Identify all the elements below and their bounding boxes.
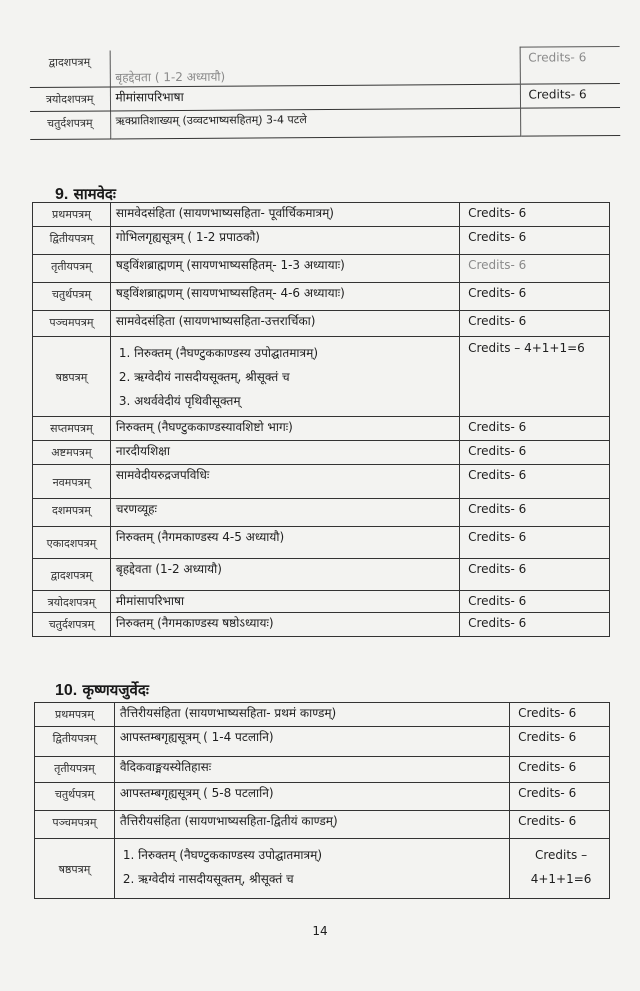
paper-cell: त्रयोदशपत्रम्: [30, 87, 110, 112]
paper-cell: एकादशपत्रम्: [33, 527, 111, 559]
table-row: [30, 46, 620, 87]
table-row: [33, 591, 610, 613]
credits-cell: Credits- 6: [510, 727, 610, 757]
top-table: [30, 46, 621, 140]
paper-cell: त्रयोदशपत्रम्: [33, 591, 111, 613]
paper-cell: तृतीयपत्रम्: [35, 757, 115, 783]
credits-cell: Credits- 6: [460, 255, 610, 283]
table-row: [33, 203, 610, 227]
credits-cell: Credits- 6: [510, 811, 610, 839]
subject-cell: आपस्तम्बगृह्यसूत्रम् ( 5-8 पटलानि): [114, 783, 509, 811]
section-heading-samaveda: [55, 184, 116, 204]
subject-cell: सामवेदीयरुद्रजपविधिः: [110, 465, 459, 499]
paper-cell: चतुर्दशपत्रम्: [30, 111, 110, 140]
table-row: [30, 107, 620, 139]
credits-cell: Credits- 6: [510, 703, 610, 727]
table-row: [35, 839, 610, 899]
list-item: 2. ऋग्वेदीयं नासदीयसूक्तम्, श्रीसूक्तं च: [118, 370, 290, 384]
paper-cell: प्रथमपत्रम्: [33, 203, 111, 227]
table-row: [35, 783, 610, 811]
credits-cell: Credits- 6: [510, 783, 610, 811]
top-table-wrapper: [30, 46, 621, 158]
table-row: [33, 311, 610, 337]
paper-cell: द्वितीयपत्रम्: [33, 227, 111, 255]
table-row: [35, 727, 610, 757]
paper-cell: अष्टमपत्रम्: [33, 441, 111, 465]
subject-cell: षड्विंशब्राह्मणम् (सायणभाष्यसहितम्- 1-3 अध्यायाः): [110, 255, 459, 283]
page-number: 14: [312, 924, 328, 938]
paper-cell: पञ्चमपत्रम्: [35, 811, 115, 839]
paper-cell: दशमपत्रम्: [33, 499, 111, 527]
subject-cell: आपस्तम्बगृह्यसूत्रम् ( 1-4 पटलानि): [114, 727, 509, 757]
subject-cell: निरुक्तम् (नैगमकाण्डस्य 4-5 अध्यायौ): [110, 527, 459, 559]
credits-cell: Credits- 6: [460, 441, 610, 465]
subject-cell: तैत्तिरीयसंहिता (सायणभाष्यसहिता- प्रथमं काण्डम्): [114, 703, 509, 727]
subject-cell: षड्विंशब्राह्मणम् (सायणभाष्यसहितम्- 4-6 अध्यायाः): [110, 283, 459, 311]
table-row: [35, 757, 610, 783]
credits-cell: Credits- 6: [520, 83, 620, 108]
section-number: 9.: [55, 186, 69, 203]
credits-cell: Credits- 6: [460, 613, 610, 637]
table-row: [33, 283, 610, 311]
credits-cell: Credits- 6: [460, 465, 610, 499]
subject-cell: नारदीयशिक्षा: [110, 441, 459, 465]
paper-cell: प्रथमपत्रम्: [35, 703, 115, 727]
paper-cell: द्वितीयपत्रम्: [35, 727, 115, 757]
list-item: 2. ऋग्वेदीयं नासदीयसूक्तम्, श्रीसूक्तं च: [122, 872, 294, 886]
paper-cell: चतुर्थपत्रम्: [35, 783, 115, 811]
table-row: [35, 811, 610, 839]
paper-cell: सप्तमपत्रम्: [33, 417, 111, 441]
paper-cell: द्वादशपत्रम्: [33, 559, 111, 591]
credits-cell: [520, 107, 620, 136]
subject-cell: गोभिलगृह्यसूत्रम् ( 1-2 प्रपाठकौ): [110, 227, 459, 255]
paper-cell: द्वादशपत्रम्: [30, 50, 110, 87]
subject-cell: बृहद्देवता (1-2 अध्यायौ): [110, 559, 459, 591]
subject-cell: वैदिकवाङ्मयस्येतिहासः: [114, 757, 509, 783]
list-item: 1. निरुक्तम् (नैघण्टुककाण्डस्य उपोद्घातमात्रम्): [118, 346, 319, 360]
section-title: कृष्णयजुर्वेदः: [82, 681, 149, 699]
table-row: [33, 613, 610, 637]
credits-cell: Credits- 6: [460, 283, 610, 311]
paper-cell: पञ्चमपत्रम्: [33, 311, 111, 337]
section-title: सामवेदः: [73, 185, 116, 203]
credits-cell-multiline: [510, 839, 610, 899]
credits-line: Credits –: [534, 848, 588, 862]
credits-line: 4+1+1=6: [530, 872, 592, 886]
subject-cell: निरुक्तम् (नैगमकाण्डस्य षष्ठोऽध्यायः): [110, 613, 459, 637]
paper-cell: षष्ठपत्रम्: [33, 337, 111, 417]
paper-cell: तृतीयपत्रम्: [33, 255, 111, 283]
subject-cell: चरणव्यूहः: [110, 499, 459, 527]
subject-cell-list: [114, 839, 509, 899]
section-number: 10.: [55, 682, 78, 699]
table-row: [35, 703, 610, 727]
credits-cell: Credits- 6: [460, 527, 610, 559]
credits-cell: Credits- 6: [460, 559, 610, 591]
table-row: [33, 417, 610, 441]
credits-cell: Credits – 4+1+1=6: [460, 337, 610, 417]
credits-cell: Credits- 6: [460, 591, 610, 613]
subject-cell: ऋक्प्रातिशाख्यम् (उव्वटभाष्यसहितम्) 3-4 पटले: [110, 108, 520, 139]
subject-cell-list: [110, 337, 459, 417]
paper-cell: चतुर्दशपत्रम्: [33, 613, 111, 637]
table-row: [33, 527, 610, 559]
credits-cell: Credits- 6: [460, 203, 610, 227]
subject-cell: सामवेदसंहिता (सायणभाष्यसहिता- पूर्वार्चिकमात्रम्): [110, 203, 459, 227]
list-item: 1. निरुक्तम् (नैघण्टुककाण्डस्य उपोद्घातमात्रम्): [122, 848, 323, 862]
table-row: [33, 559, 610, 591]
paper-cell: चतुर्थपत्रम्: [33, 283, 111, 311]
subject-cell: सामवेदसंहिता (सायणभाष्यसहिता-उत्तरार्चिका): [110, 311, 459, 337]
credits-cell: Credits- 6: [460, 499, 610, 527]
subject-cell: तैत्तिरीयसंहिता (सायणभाष्यसहिता-द्वितीयं काण्डम्): [114, 811, 509, 839]
table-row: [33, 337, 610, 417]
paper-cell: षष्ठपत्रम्: [35, 839, 115, 899]
paper-cell: नवमपत्रम्: [33, 465, 111, 499]
credits-cell: Credits- 6: [460, 227, 610, 255]
table-row: [33, 441, 610, 465]
table-row: [33, 465, 610, 499]
list-item: 3. अथर्ववेदीयं पृथिवीसूक्तम्: [118, 394, 241, 408]
subject-cell: बृहद्देवता ( 1-2 अध्यायौ): [110, 47, 520, 86]
table-row: [33, 227, 610, 255]
credits-cell: Credits- 6: [460, 417, 610, 441]
samaveda-table: [32, 202, 610, 637]
credits-cell: Credits- 6: [460, 311, 610, 337]
krishna-yajurveda-table: [34, 702, 610, 899]
subject-cell: मीमांसापरिभाषा: [110, 591, 459, 613]
table-row: [33, 499, 610, 527]
subject-cell: निरुक्तम् (नैघण्टुककाण्डस्यावशिष्टो भागः): [110, 417, 459, 441]
section-heading-krishna-yajurveda: [55, 680, 149, 700]
credits-cell: Credits- 6: [520, 46, 620, 83]
subject-cell: मीमांसापरिभाषा: [110, 84, 520, 111]
table-row: [33, 255, 610, 283]
credits-cell: Credits- 6: [510, 757, 610, 783]
